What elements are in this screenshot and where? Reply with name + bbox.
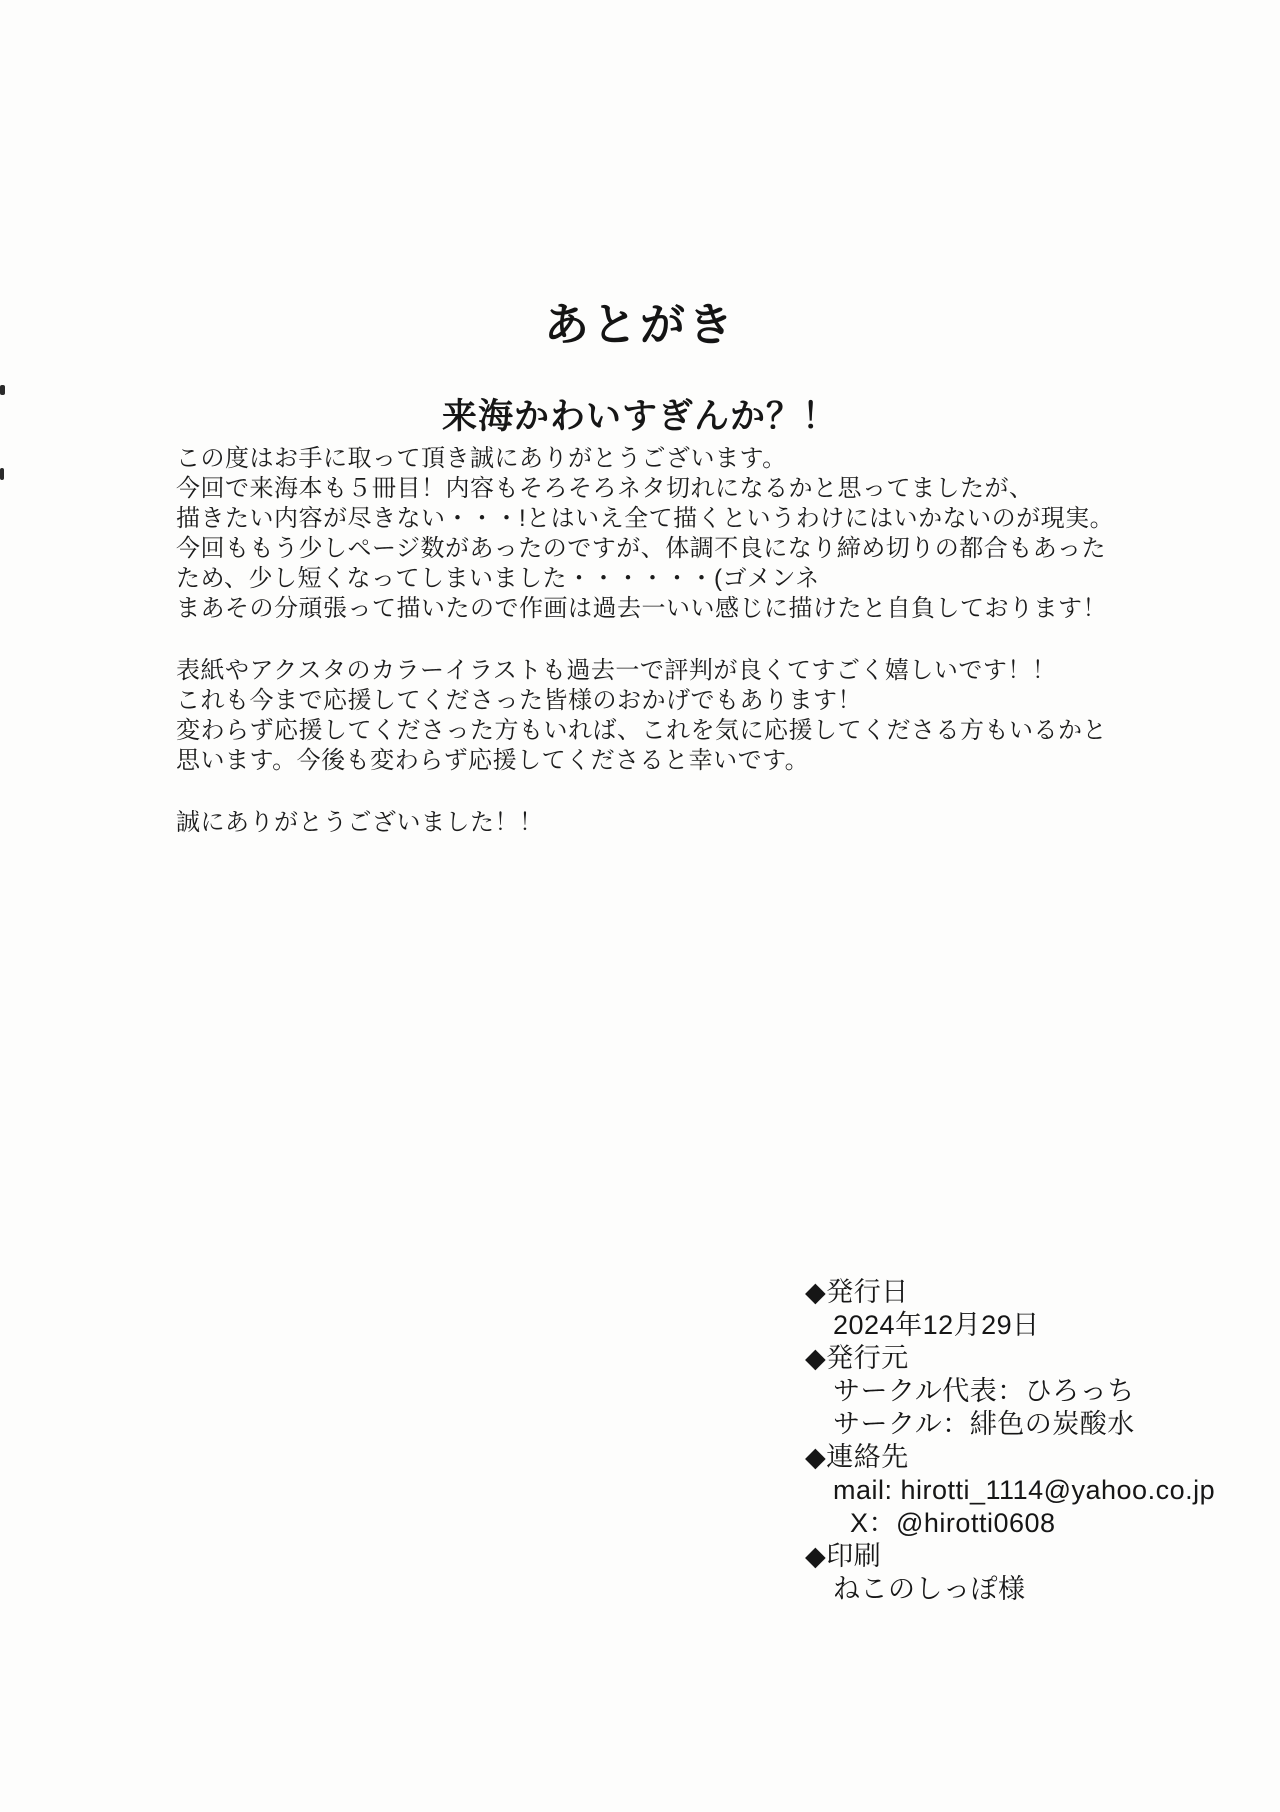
afterword-paragraph-3	[176, 808, 1106, 838]
colophon-printer-name: ねこのしっぽ様	[833, 1574, 1026, 1604]
afterword-text	[176, 444, 1115, 838]
afterword-line: 今回で来海本も５冊目！内容もそろそろネタ切れになるかと思ってましたが、	[176, 475, 1034, 502]
colophon	[805, 1276, 1215, 1606]
afterword-line: 誠にありがとうございました！！	[176, 809, 544, 836]
afterword-line: 描きたい内容が尽きない・・・!とはいえ全て描くというわけにはいかないのが現実。	[176, 505, 1115, 532]
afterword-line: ため、少し短くなってしまいました・・・・・・(ゴメンネ	[176, 565, 820, 592]
afterword-line: 今回ももう少しページ数があったのですが、体調不良になり締め切りの都合もあった	[176, 535, 1107, 562]
afterword-line: 思います。今後も変わらず応援してくださると幸いです。	[176, 747, 810, 774]
afterword-line: 表紙やアクスタのカラーイラストも過去一で評判が良くてすごく嬉しいです！！	[176, 657, 1057, 684]
page-title: あとがき	[543, 299, 736, 351]
colophon-publish-date: 2024年12月29日	[833, 1310, 1040, 1340]
colophon-heading-contact: ◆連絡先	[805, 1442, 909, 1472]
afterword-line: この度はお手に取って頂き誠にありがとうございます。	[176, 445, 787, 472]
colophon-mail-address: mail: hirotti_1114@yahoo.co.jp	[833, 1475, 1216, 1505]
scan-speck	[0, 468, 4, 480]
colophon-x-account: X：@hirotti0608	[850, 1508, 1056, 1538]
page-subtitle: 来海かわいすぎんか？！	[441, 397, 838, 437]
colophon-circle-name: サークル：緋色の炭酸水	[833, 1409, 1135, 1439]
afterword-line: これも今まで応援してくださった皆様のおかげでもあります！	[176, 687, 862, 714]
colophon-heading-publish-date: ◆発行日	[805, 1277, 909, 1307]
afterword-paragraph-2	[176, 656, 1106, 776]
afterword-line: 変わらず応援してくださった方もいれば、これを気に応援してくださる方もいるかと	[176, 717, 1107, 744]
colophon-heading-printing: ◆印刷	[805, 1541, 882, 1571]
colophon-heading-publisher: ◆発行元	[805, 1343, 909, 1373]
afterword-line: まあその分頑張って描いたので作画は過去一いい感じに描けたと自負しております！	[176, 595, 1107, 622]
afterword-paragraph-1	[176, 444, 1115, 624]
colophon-circle-representative: サークル代表：ひろっち	[833, 1376, 1135, 1406]
